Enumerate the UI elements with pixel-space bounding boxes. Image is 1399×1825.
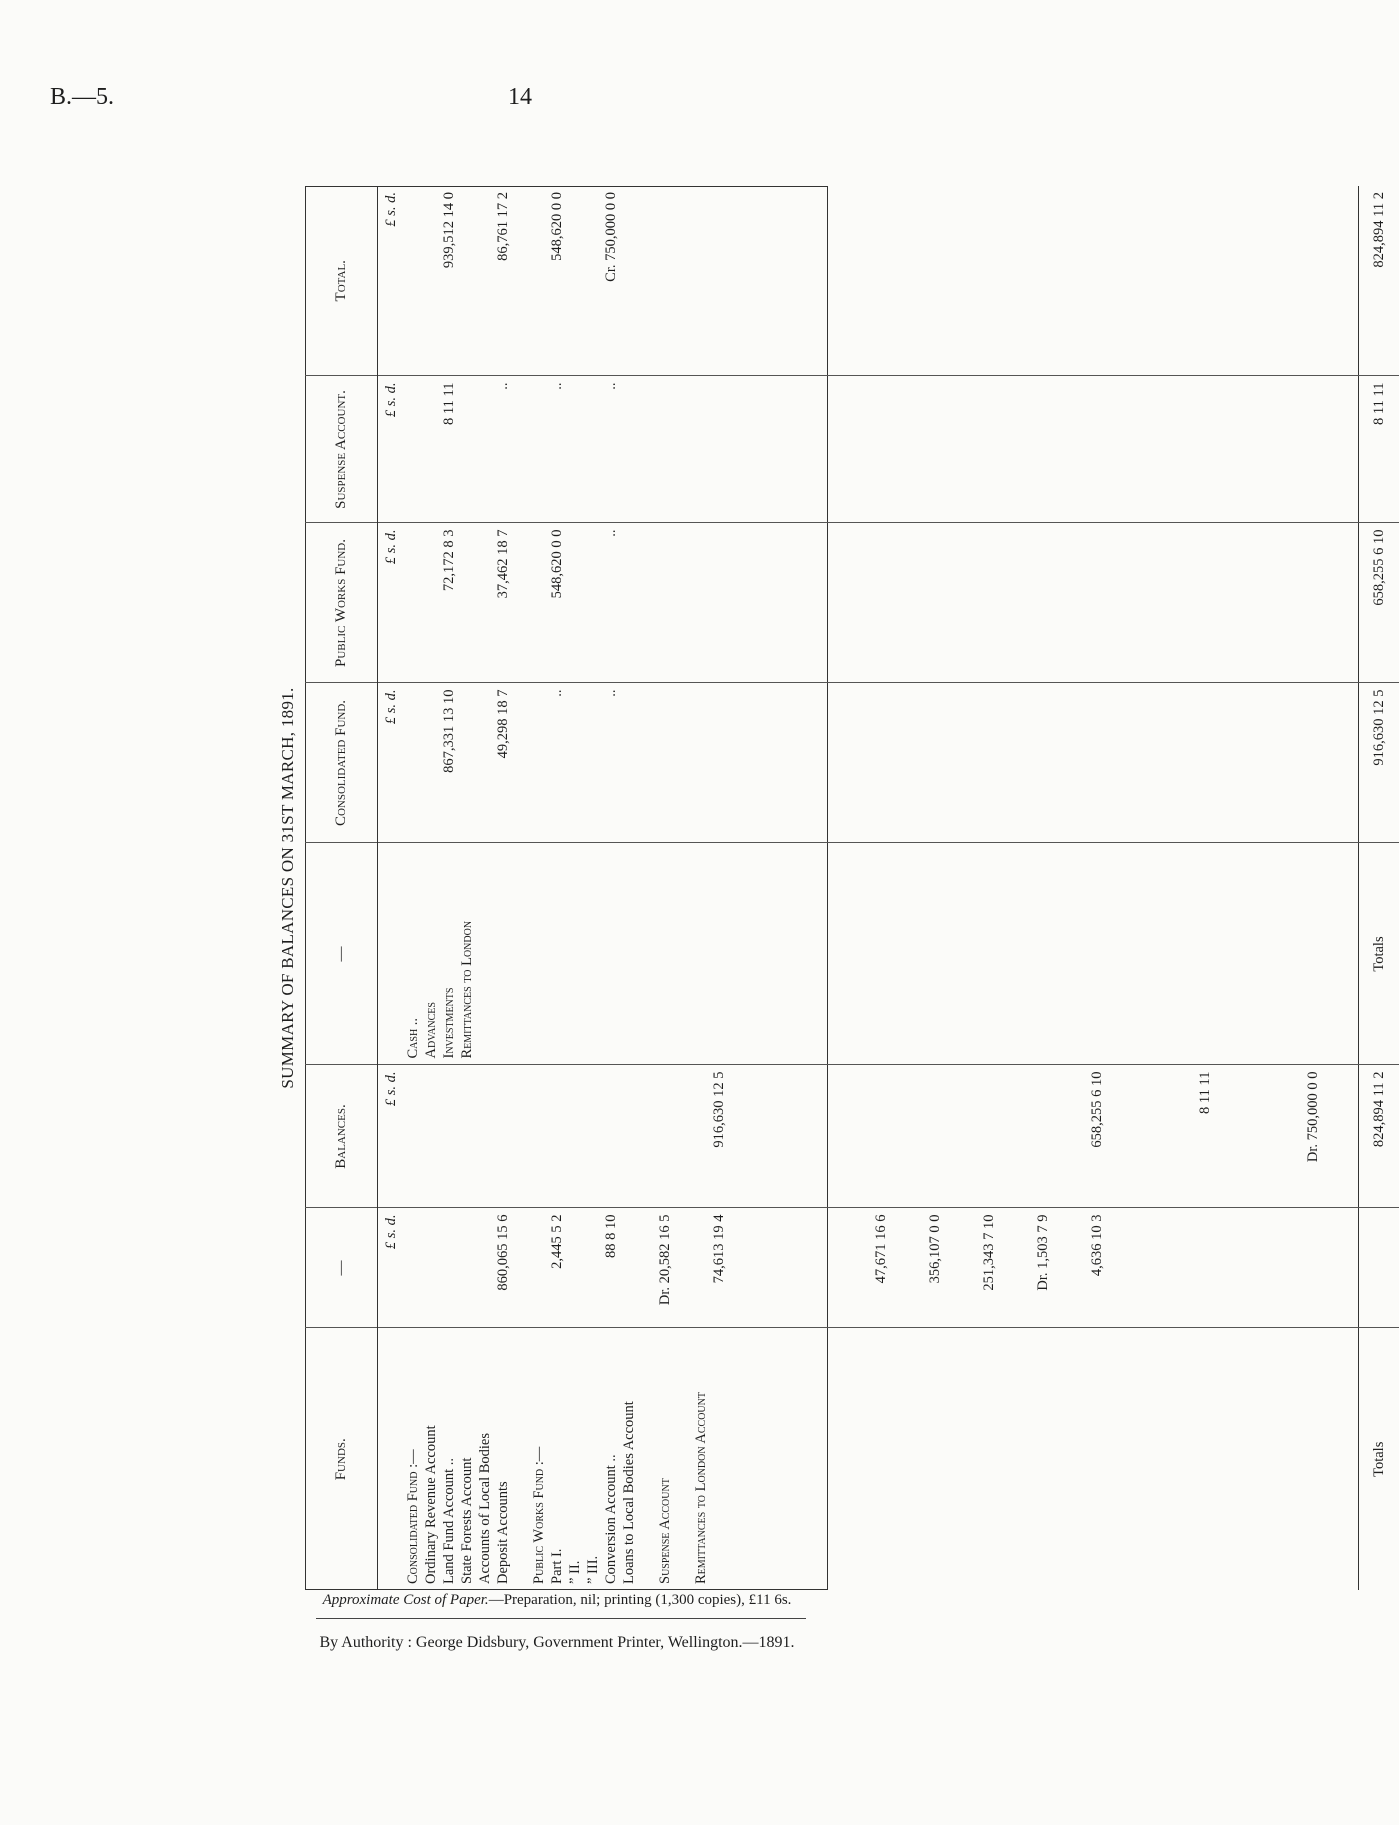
item-amount: 356,107 0 0 [927, 1214, 943, 1284]
consolidated-total: 916,630 12 5 [1359, 683, 1399, 843]
fund-label: Part I. [549, 1548, 565, 1584]
consolidated-fund-heading: Consolidated Fund :— [405, 1449, 421, 1584]
public-works-value: 37,462 18 7 [495, 529, 511, 599]
consolidated-value: 867,331 13 10 [441, 689, 457, 773]
units-row [378, 186, 405, 1590]
consolidated-value: .. [603, 689, 619, 697]
suspense-total: 8 11 11 [1359, 376, 1399, 523]
public-works-value: .. [603, 529, 619, 537]
total-value: 548,620 0 0 [549, 192, 565, 261]
fund-label: ” III. [585, 1555, 601, 1584]
fund-label: Ordinary Revenue Account [423, 1425, 439, 1584]
col-dash-1: — [305, 1208, 378, 1328]
page-number: 14 [508, 84, 532, 110]
public-works-total: 658,255 6 10 [1359, 523, 1399, 683]
suspense-value: .. [549, 382, 565, 390]
col-consolidated-fund: Consolidated Fund. [305, 683, 378, 843]
totals-row [1359, 186, 1399, 1590]
suspense-account-cell [404, 376, 1359, 523]
consolidated-fund-cell [404, 683, 1359, 843]
col-funds: Funds. [305, 1328, 378, 1590]
body-row [404, 186, 1359, 1590]
distribution-label: Cash .. [405, 1017, 421, 1059]
table-title: SUMMARY OF BALANCES ON 31ST MARCH, 1891. [278, 687, 297, 1089]
units-label: £ s. d. [378, 376, 405, 523]
fund-label: Loans to Local Bodies Account [621, 1401, 637, 1584]
col-total: Total. [305, 186, 378, 376]
consolidated-value: .. [549, 689, 565, 697]
suspense-balance: 8 11 11 [1197, 1071, 1213, 1114]
units-label: £ s. d. [378, 1065, 405, 1208]
totals-balance: 824,894 11 2 [1359, 1065, 1399, 1208]
remittances-balance: Dr. 750,000 0 0 [1305, 1071, 1321, 1163]
consolidated-balance: 916,630 12 5 [711, 1071, 727, 1148]
public-works-value: 548,620 0 0 [549, 529, 565, 599]
distribution-label: Remittances to London [459, 920, 475, 1059]
item-amounts-cell [404, 1208, 1359, 1328]
suspense-value: .. [603, 382, 619, 390]
distribution-totals-label: Totals [1359, 843, 1399, 1065]
item-amount: 2,445 5 2 [549, 1214, 565, 1269]
distribution-labels-cell [404, 843, 1359, 1065]
consolidated-value: 49,298 18 7 [495, 689, 511, 759]
distribution-label: Advances [423, 1002, 439, 1059]
total-cell [404, 186, 1359, 376]
total-value: 86,761 17 2 [495, 192, 511, 261]
rotated-balance-summary [278, 186, 1387, 1590]
public-works-value: 72,172 8 3 [441, 529, 457, 592]
col-balances: Balances. [305, 1065, 378, 1208]
cost-note [0, 1592, 1114, 1609]
document-reference: B.—5. [50, 84, 115, 110]
remittances-account-label: Remittances to London Account [693, 1392, 709, 1584]
public-works-balance: 658,255 6 10 [1089, 1071, 1105, 1148]
col-suspense-account: Suspense Account. [305, 376, 378, 523]
public-works-fund-cell [404, 523, 1359, 683]
fund-label: Conversion Account .. [603, 1454, 619, 1584]
col-dash-2: — [305, 843, 378, 1065]
cost-text: —Preparation, nil; printing (1,300 copies), £11 6s. [488, 1592, 792, 1608]
totals-label: Totals [1359, 1328, 1399, 1590]
fund-label: State Forests Account [459, 1457, 475, 1584]
fund-label: ” II. [567, 1560, 583, 1584]
funds-cell [404, 1328, 1359, 1590]
public-works-fund-heading: Public Works Fund :— [531, 1446, 547, 1584]
suspense-value: 8 11 11 [441, 382, 457, 425]
distribution-label: Investments [441, 987, 457, 1059]
grand-total: 824,894 11 2 [1359, 186, 1399, 376]
cost-label: Approximate Cost of Paper. [322, 1592, 489, 1608]
item-amount: 88 8 10 [603, 1214, 619, 1258]
item-amount: 74,613 19 4 [711, 1214, 727, 1284]
printer-authority: By Authority : George Didsbury, Government Printer, Wellington.—1891. [319, 1634, 795, 1651]
units-label: £ s. d. [378, 1208, 405, 1328]
suspense-account-label: Suspense Account [657, 1478, 673, 1584]
item-amount: Dr. 1,503 7 9 [1035, 1214, 1051, 1291]
balances-table [305, 186, 1399, 1590]
units-label: £ s. d. [383, 192, 399, 227]
units-label: £ s. d. [378, 683, 405, 843]
balances-cell [404, 1065, 1359, 1208]
fund-label: Accounts of Local Bodies [477, 1432, 493, 1584]
item-amount: 47,671 16 6 [873, 1214, 889, 1284]
fund-label: Land Fund Account .. [441, 1457, 457, 1584]
col-public-works-fund: Public Works Fund. [305, 523, 378, 683]
suspense-value: .. [495, 382, 511, 390]
footer-rule [316, 1618, 806, 1619]
item-amount: Dr. 20,582 16 5 [657, 1214, 673, 1306]
item-amount: 860,065 15 6 [495, 1214, 511, 1291]
units-label: £ s. d. [378, 523, 405, 683]
total-value: 939,512 14 0 [441, 192, 457, 269]
item-amount: 4,636 10 3 [1089, 1214, 1105, 1277]
total-value: Cr. 750,000 0 0 [603, 192, 619, 282]
item-amount: 251,343 7 10 [981, 1214, 997, 1291]
fund-label: Deposit Accounts [495, 1481, 511, 1584]
